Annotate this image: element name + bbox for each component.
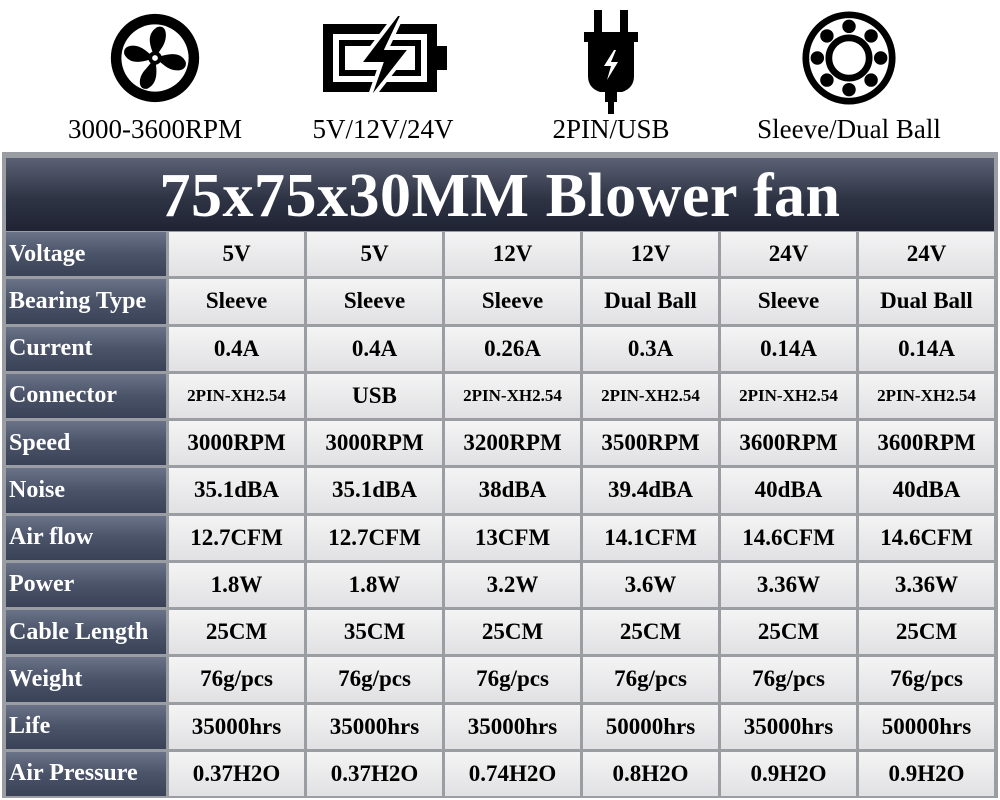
- row-header: Cable Length: [6, 610, 166, 654]
- spec-cell: 2PIN-XH2.54: [445, 374, 580, 418]
- spec-cell: 14.6CFM: [721, 516, 856, 560]
- row-header: Air Pressure: [6, 752, 166, 796]
- spec-cell: Sleeve: [445, 279, 580, 323]
- spec-cell: 76g/pcs: [445, 657, 580, 701]
- spec-cell: 3600RPM: [721, 421, 856, 465]
- product-title: 75x75x30MM Blower fan: [159, 162, 841, 230]
- spec-cell: Sleeve: [307, 279, 442, 323]
- spec-cell: Dual Ball: [859, 279, 994, 323]
- spec-cell: 0.4A: [169, 327, 304, 371]
- spec-cell: 12.7CFM: [307, 516, 442, 560]
- spec-cell: 35000hrs: [721, 705, 856, 749]
- spec-cell: 0.4A: [307, 327, 442, 371]
- spec-cell: 50000hrs: [583, 705, 718, 749]
- spec-cell: 5V: [307, 232, 442, 276]
- spec-cell: 1.8W: [169, 563, 304, 607]
- spec-cell: 35CM: [307, 610, 442, 654]
- spec-cell: 13CFM: [445, 516, 580, 560]
- spec-cell: 2PIN-XH2.54: [169, 374, 304, 418]
- row-header: Speed: [6, 421, 166, 465]
- spec-cell: 76g/pcs: [169, 657, 304, 701]
- feature-label-speed: 3000-3600RPM: [67, 114, 243, 144]
- spec-cell: 25CM: [169, 610, 304, 654]
- feature-label-connector: 2PIN/USB: [552, 114, 670, 144]
- row-header: Power: [6, 563, 166, 607]
- battery-charging-icon: [313, 10, 453, 106]
- spec-cell: 12.7CFM: [169, 516, 304, 560]
- spec-cell: 3600RPM: [859, 421, 994, 465]
- row-header: Noise: [6, 468, 166, 512]
- spec-cell: 35000hrs: [169, 705, 304, 749]
- title-bar: [6, 158, 994, 231]
- feature-label-voltage: 5V/12V/24V: [312, 114, 454, 144]
- row-header: Connector: [6, 374, 166, 418]
- spec-cell: 0.74H2O: [445, 752, 580, 796]
- spec-cell: 2PIN-XH2.54: [859, 374, 994, 418]
- spec-cell: 3.36W: [721, 563, 856, 607]
- feature-speed: [30, 0, 280, 152]
- spec-cell: 40dBA: [721, 468, 856, 512]
- feature-bearing: [724, 0, 974, 152]
- spec-cell: Dual Ball: [583, 279, 718, 323]
- spec-cell: 35.1dBA: [307, 468, 442, 512]
- spec-cell: 25CM: [445, 610, 580, 654]
- spec-cell: 24V: [721, 232, 856, 276]
- spec-cell: 0.37H2O: [169, 752, 304, 796]
- row-header: Current: [6, 327, 166, 371]
- spec-cell: 0.14A: [721, 327, 856, 371]
- spec-cell: 3000RPM: [307, 421, 442, 465]
- spec-cell: 50000hrs: [859, 705, 994, 749]
- spec-cell: 3500RPM: [583, 421, 718, 465]
- spec-cell: 12V: [445, 232, 580, 276]
- feature-voltage: [258, 0, 508, 152]
- spec-cell: 0.3A: [583, 327, 718, 371]
- spec-cell: 76g/pcs: [583, 657, 718, 701]
- spec-cell: 0.8H2O: [583, 752, 718, 796]
- row-header: Air flow: [6, 516, 166, 560]
- feature-connector: [486, 0, 736, 152]
- spec-cell: 3200RPM: [445, 421, 580, 465]
- bearing-icon: [801, 10, 897, 106]
- feature-label-bearing: Sleeve/Dual Ball: [757, 114, 941, 144]
- spec-table: [2, 152, 998, 798]
- spec-cell: 24V: [859, 232, 994, 276]
- spec-cell: 14.1CFM: [583, 516, 718, 560]
- spec-cell: 0.26A: [445, 327, 580, 371]
- spec-cell: 25CM: [859, 610, 994, 654]
- spec-cell: Sleeve: [169, 279, 304, 323]
- spec-cell: 3000RPM: [169, 421, 304, 465]
- spec-cell: 76g/pcs: [721, 657, 856, 701]
- feature-icons-row: [0, 0, 1000, 152]
- spec-cell: 25CM: [721, 610, 856, 654]
- spec-cell: 14.6CFM: [859, 516, 994, 560]
- spec-cell: 35000hrs: [445, 705, 580, 749]
- spec-cell: 76g/pcs: [859, 657, 994, 701]
- spec-cell: 2PIN-XH2.54: [583, 374, 718, 418]
- spec-cell: Sleeve: [721, 279, 856, 323]
- spec-cell: 0.9H2O: [859, 752, 994, 796]
- spec-cell: 40dBA: [859, 468, 994, 512]
- row-header: Voltage: [6, 232, 166, 276]
- spec-cell: 76g/pcs: [307, 657, 442, 701]
- row-header: Bearing Type: [6, 279, 166, 323]
- spec-cell: 38dBA: [445, 468, 580, 512]
- spec-cell: 3.36W: [859, 563, 994, 607]
- spec-cell: 12V: [583, 232, 718, 276]
- fan-icon: [107, 10, 203, 106]
- spec-cell: 2PIN-XH2.54: [721, 374, 856, 418]
- spec-cell: USB: [307, 374, 442, 418]
- spec-cell: 3.2W: [445, 563, 580, 607]
- spec-cell: 0.37H2O: [307, 752, 442, 796]
- power-plug-icon: [576, 10, 646, 114]
- spec-cell: 1.8W: [307, 563, 442, 607]
- spec-cell: 5V: [169, 232, 304, 276]
- spec-cell: 0.14A: [859, 327, 994, 371]
- spec-cell: 39.4dBA: [583, 468, 718, 512]
- spec-cell: 25CM: [583, 610, 718, 654]
- spec-grid: [6, 232, 994, 796]
- spec-cell: 3.6W: [583, 563, 718, 607]
- spec-cell: 35.1dBA: [169, 468, 304, 512]
- spec-cell: 0.9H2O: [721, 752, 856, 796]
- row-header: Life: [6, 705, 166, 749]
- spec-cell: 35000hrs: [307, 705, 442, 749]
- row-header: Weight: [6, 657, 166, 701]
